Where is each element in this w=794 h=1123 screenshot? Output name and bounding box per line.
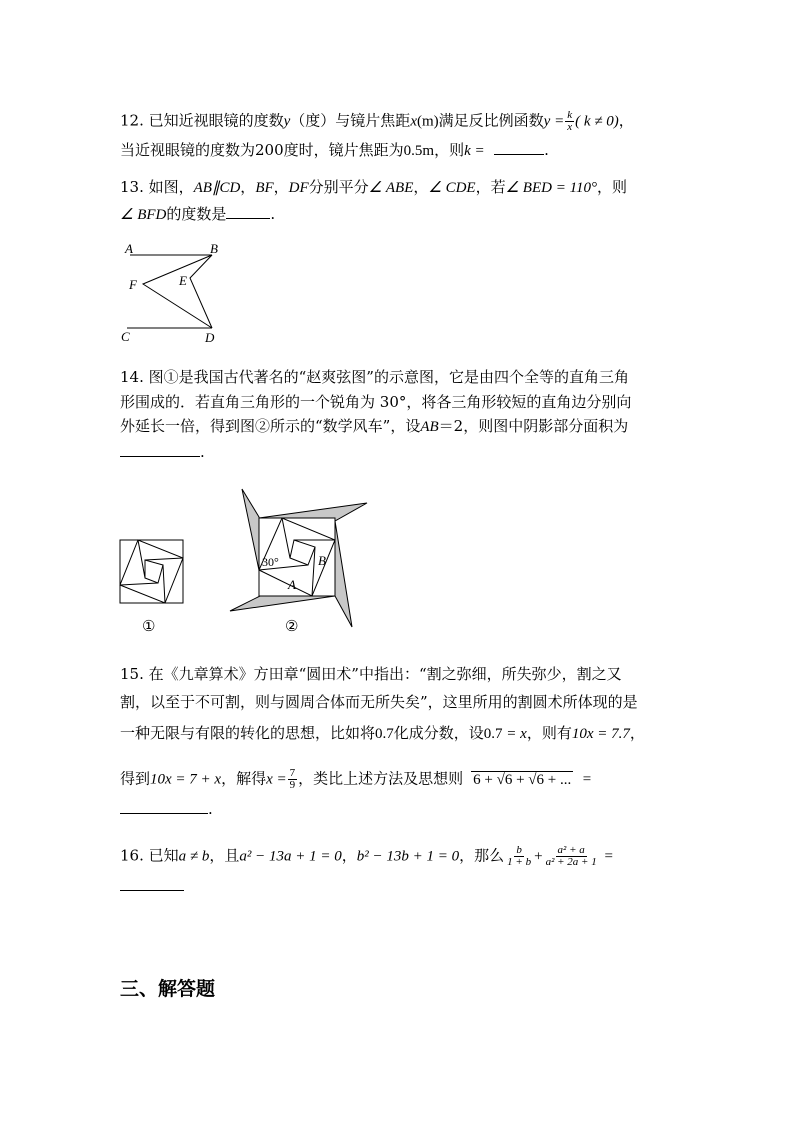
q15-text: 得到	[120, 769, 151, 788]
a-neq-b: a ≠ b	[178, 848, 210, 865]
zhao-shuang-figure	[118, 538, 186, 606]
q13-text: ，	[413, 178, 429, 196]
answer-blank[interactable]	[494, 140, 544, 155]
q14-text: ＝2，则图中阴影部分面积为	[438, 417, 629, 435]
angle-abe: ∠ ABE	[368, 180, 414, 196]
triangle-edge	[138, 540, 145, 578]
q13-text: .	[270, 205, 276, 223]
fn-cond: ( k ≠ 0)	[575, 113, 619, 130]
equals-sign: =	[604, 848, 613, 865]
frac-num: 7	[289, 767, 296, 779]
label-f: F	[129, 277, 137, 292]
q15-text: ，	[629, 724, 645, 742]
fraction-a2a-over-a2	[544, 845, 599, 868]
q12-text: ，	[618, 111, 634, 130]
angle-bfd: ∠ BFD	[120, 207, 167, 223]
q15-text: ，解得	[221, 769, 267, 788]
blade-bottom-right	[335, 521, 352, 627]
label-b: B	[210, 241, 218, 256]
q12-text: 满足反比例函数	[438, 111, 544, 130]
frac-den: 9	[289, 779, 296, 791]
q15-text: .	[208, 800, 213, 818]
eq-10x-7x: 10x = 7 + x	[150, 771, 222, 788]
q16-text: 16. 已知	[120, 846, 179, 865]
frac-num: a² + a	[557, 844, 585, 856]
q12-text: .	[544, 141, 549, 159]
answer-blank[interactable]	[120, 442, 200, 457]
q13-line2	[120, 204, 275, 225]
q16-text: ，那么	[459, 846, 505, 865]
q13-text: ，若	[475, 178, 506, 196]
q15-text: 化成分数，设	[393, 724, 484, 742]
q13-line1	[120, 177, 627, 198]
answer-blank[interactable]	[120, 799, 208, 814]
label-b: B	[318, 553, 326, 568]
eq-x: = x	[502, 726, 527, 742]
seg-df: DF	[288, 180, 309, 196]
equation-b: b² − 13b + 1 = 0	[356, 848, 460, 865]
fraction-b-over-1b	[505, 845, 533, 868]
var-x: x	[410, 113, 417, 130]
triangle-edge	[120, 583, 158, 585]
frac-num: k	[567, 109, 573, 121]
q14-line1: 14. 图①是我国古代著名的“赵爽弦图”的示意图，它是由四个全等的直角三角	[120, 368, 629, 386]
inner-tilted-square	[120, 540, 183, 603]
q15-line1: 15. 在《九章算术》方田章“圆田术”中指出：“割之弥细，所失弥少，割之又	[120, 665, 622, 683]
q13-text: ，	[240, 178, 256, 196]
angle-label-30: 30°	[262, 555, 279, 569]
x-eq: x =	[266, 771, 287, 788]
label-a: A	[288, 577, 296, 592]
angle-bed: ∠ BED = 110°	[505, 180, 597, 196]
windmill-figure	[222, 485, 372, 633]
focal-value: 0.5m	[403, 143, 435, 159]
answer-blank[interactable]	[226, 204, 270, 219]
triangle-edge	[145, 558, 183, 560]
q13-text: 分别平分	[308, 178, 369, 196]
equals-sign: =	[582, 771, 592, 788]
k-eq: k =	[464, 143, 485, 159]
q15-text: ，类比上述方法及思想则	[298, 769, 464, 788]
q14-line3	[120, 416, 628, 437]
q12-text: （度）与镜片焦距	[290, 111, 411, 130]
parallel-ab-cd: AB∥CD	[193, 180, 241, 196]
repeating-decimal: 0.7	[483, 726, 503, 742]
label-a: A	[125, 241, 133, 256]
blade-bottom-left	[230, 596, 335, 611]
q13-figure	[115, 238, 230, 348]
section-title: 三、解答题	[120, 978, 216, 1000]
frac-den: a² + 2a + 1	[545, 856, 597, 868]
label-d: D	[205, 330, 215, 345]
outer-square	[120, 540, 183, 603]
polyline-bed	[190, 255, 212, 328]
q12-text: 12. 已知近视眼镜的度数	[120, 111, 284, 130]
q14-line2: 形围成的．若直角三角形的一个锐角为 30°，将各三角形较短的直角边分别向	[120, 393, 632, 411]
seg-ab: AB	[420, 419, 439, 435]
q13-text: ，则	[596, 178, 627, 196]
q14-text: .	[200, 443, 205, 461]
eq-10x: 10x = 7.7	[571, 726, 630, 742]
fig1-label: ①	[142, 617, 156, 635]
q13-text: 的度数是	[166, 205, 227, 223]
q16-text: ，	[341, 846, 357, 865]
unit-m: (m)	[416, 113, 439, 130]
fraction-7-9	[288, 768, 298, 791]
label-e: E	[179, 273, 187, 288]
equation-a: a² − 13a + 1 = 0	[239, 848, 342, 865]
angle-cde: ∠ CDE	[428, 180, 476, 196]
label-c: C	[121, 329, 130, 344]
frac-den: x	[567, 121, 573, 133]
plus-sign: +	[534, 848, 543, 865]
blade-top-left	[242, 489, 260, 575]
q14-line4	[120, 442, 205, 462]
q13-text: ，	[273, 178, 289, 196]
q13-text: 13. 如图，	[120, 178, 194, 196]
q16-line1	[120, 845, 613, 868]
seg-bf: BF	[255, 180, 274, 196]
frac-num: b	[516, 844, 522, 856]
q15-line3	[120, 723, 645, 744]
q12-line2	[120, 140, 549, 161]
answer-blank[interactable]	[120, 876, 184, 891]
q15-line4	[120, 768, 591, 791]
frac-den: 1 + b	[507, 856, 532, 868]
q12-line1	[120, 110, 634, 133]
fraction-k-over-x	[565, 110, 574, 133]
fn-y: y =	[543, 113, 565, 130]
q15-line5	[120, 799, 213, 819]
q15-text: ，则有	[526, 724, 572, 742]
q16-line2	[120, 876, 184, 896]
var-y: y	[283, 113, 291, 130]
triangle-edge	[163, 565, 165, 603]
q15-line2: 割，以至于不可割，则与圆周合体而无所失矣”，这里所用的割圆术所体现的是	[120, 693, 638, 711]
q12-text: ，则	[434, 141, 465, 159]
repeating-decimal: 0.7	[375, 726, 394, 742]
q15-text: 一种无限与有限的转化的思想，比如将	[120, 724, 376, 742]
fig2-label: ②	[285, 617, 299, 635]
center-square	[145, 560, 163, 583]
q14-text: 外延长一倍，得到图②所示的“数学风车”，设	[120, 417, 421, 435]
q16-text: ，且	[209, 846, 240, 865]
nested-radical: 6 + √6 + √6 + ...	[473, 771, 572, 788]
q12-text: 当近视眼镜的度数为200度时，镜片焦距为	[120, 141, 404, 159]
